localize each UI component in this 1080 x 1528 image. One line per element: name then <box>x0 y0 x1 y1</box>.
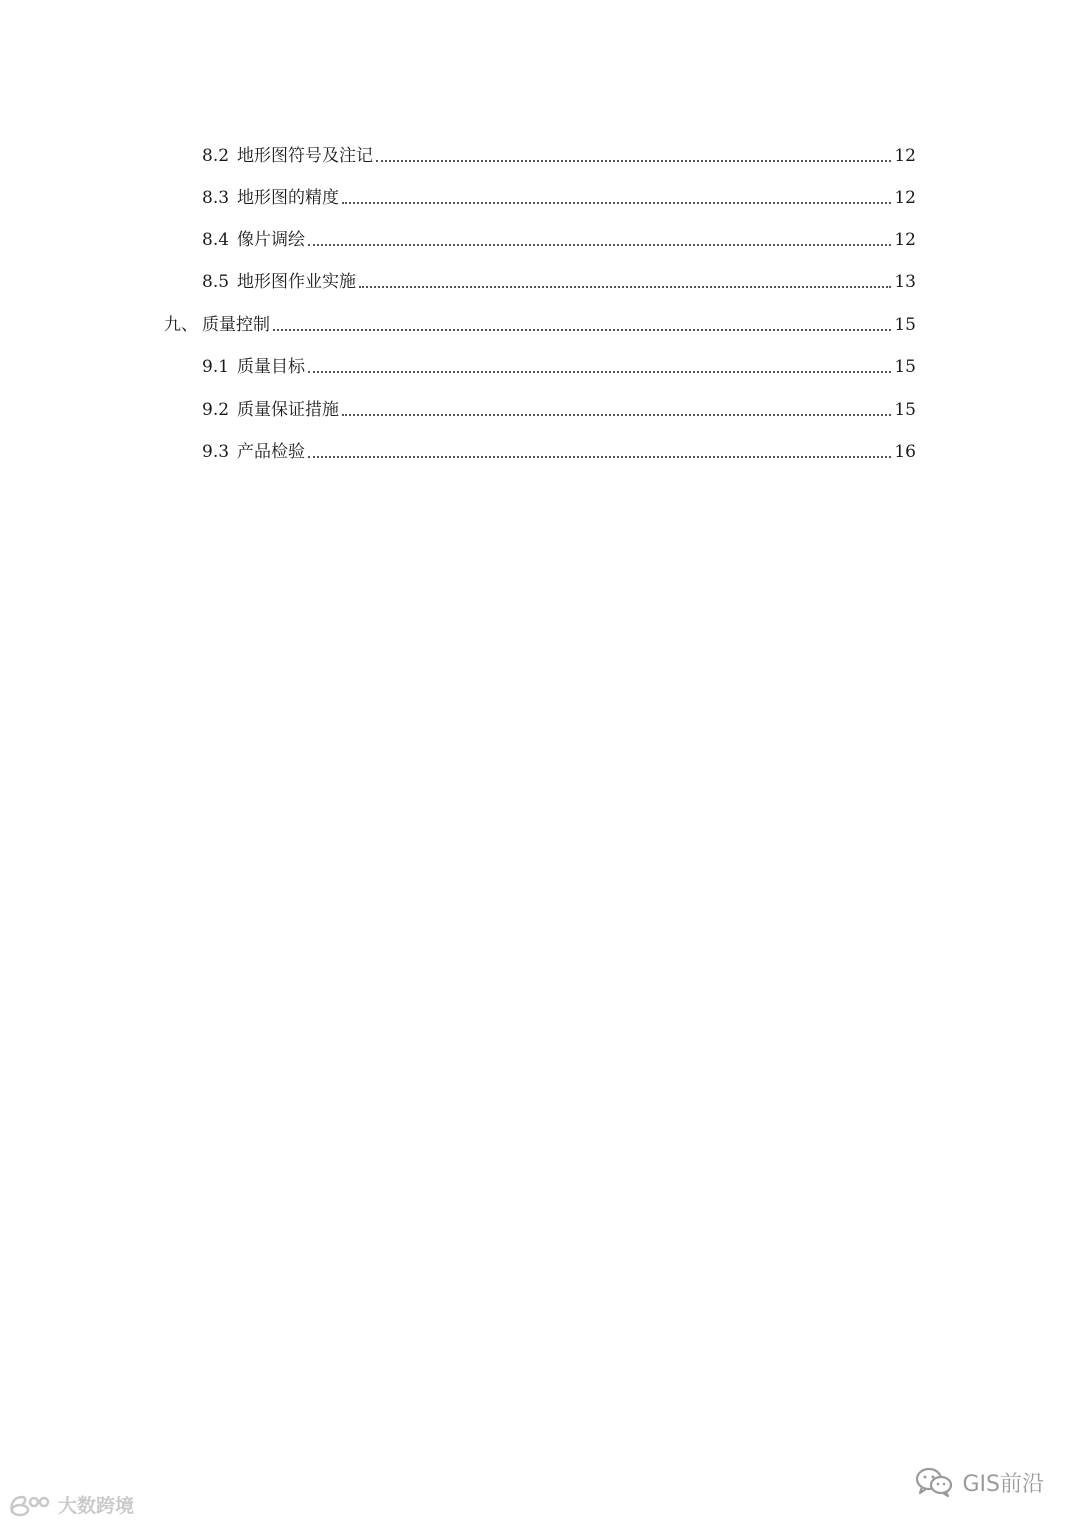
toc-entry-title: 产品检验 <box>237 442 306 462</box>
toc-entry-page: 12 <box>894 230 916 250</box>
toc-entry-title: 地形图作业实施 <box>237 272 357 292</box>
toc-entry-page: 12 <box>894 188 916 208</box>
toc-entry-number: 8.3 <box>202 188 230 208</box>
dot-leader <box>308 371 891 373</box>
toc-entry-number: 九、 <box>164 315 198 335</box>
toc-entry-number: 8.2 <box>202 146 230 166</box>
toc-entry-title: 质量保证措施 <box>237 400 340 420</box>
dot-leader <box>359 286 891 288</box>
toc-entry-page: 15 <box>894 400 916 420</box>
toc-entry-page: 13 <box>894 272 916 292</box>
dot-leader <box>308 456 891 458</box>
dot-leader <box>342 202 891 204</box>
toc-entry-number: 8.4 <box>202 230 230 250</box>
toc-entry-9-3 <box>202 438 916 462</box>
wechat-icon <box>914 1466 954 1498</box>
weibo-watermark <box>8 1491 134 1518</box>
watermark-left-text: 大数跨境 <box>58 1495 135 1517</box>
dot-leader <box>308 244 891 246</box>
toc-entry-8-4 <box>202 226 916 250</box>
watermark-right-text: GIS前沿 <box>962 1471 1044 1497</box>
toc-entry-number: 9.2 <box>202 400 230 420</box>
toc-entry-page: 12 <box>894 146 916 166</box>
wechat-watermark <box>914 1466 1044 1498</box>
toc-entry-chapter-9 <box>164 311 916 335</box>
toc-entry-8-5 <box>202 268 916 292</box>
toc-entry-number: 8.5 <box>202 272 230 292</box>
toc-entry-9-1 <box>202 353 916 377</box>
dot-leader <box>273 329 891 331</box>
toc-entry-number: 9.1 <box>202 357 230 377</box>
dot-leader <box>376 160 891 162</box>
toc-entry-page: 15 <box>894 315 916 335</box>
weibo-logo-icon <box>8 1492 52 1518</box>
dot-leader <box>342 414 891 416</box>
toc-entry-page: 16 <box>894 442 916 462</box>
toc-entry-page: 15 <box>894 357 916 377</box>
toc-entry-8-2 <box>202 142 916 166</box>
toc-entry-title: 像片调绘 <box>237 230 306 250</box>
toc-entry-title: 质量目标 <box>237 357 306 377</box>
toc-entry-8-3 <box>202 184 916 208</box>
toc-entry-9-2 <box>202 396 916 420</box>
toc-entry-title: 地形图符号及注记 <box>237 146 374 166</box>
toc-entry-title: 质量控制 <box>202 315 270 335</box>
toc-entry-title: 地形图的精度 <box>237 188 340 208</box>
toc-entry-number: 9.3 <box>202 442 230 462</box>
